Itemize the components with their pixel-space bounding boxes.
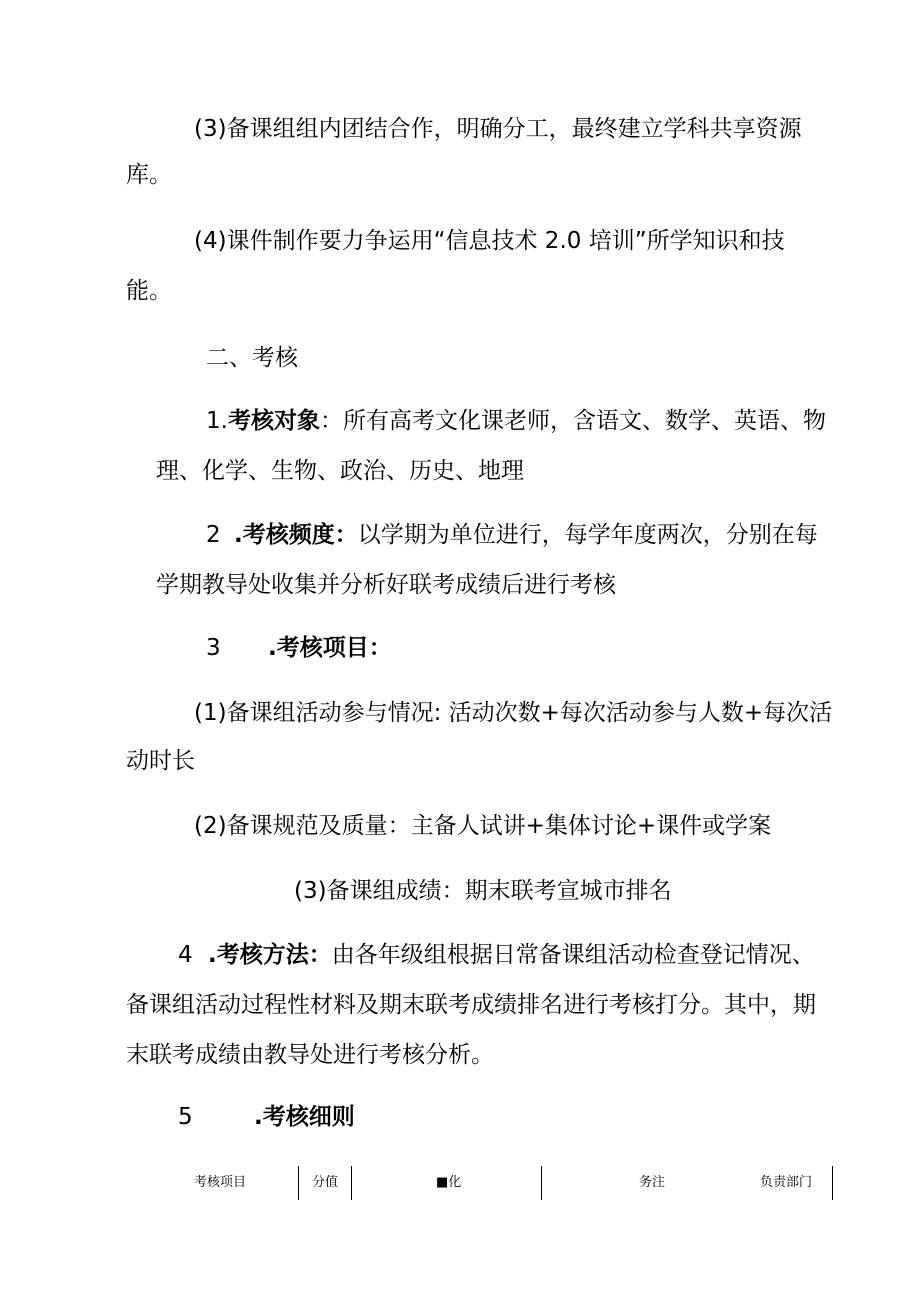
table-header-detail: ■化 bbox=[436, 1175, 462, 1190]
item-4-text: 由各年级组根据日常备课组活动检查登记情况、 bbox=[331, 942, 815, 968]
item-2-text: 以学期为单位进行，每学年度两次，分别在每 bbox=[357, 522, 818, 548]
paragraph-4-line-2: 能。 bbox=[126, 278, 172, 304]
paragraph-3-line-2: 库。 bbox=[126, 162, 172, 188]
detail-table-header bbox=[140, 1166, 840, 1200]
sub-item-2: (2)备课规范及质量：主备人试讲+集体讨论+课件或学案 bbox=[194, 813, 772, 839]
table-divider bbox=[832, 1166, 833, 1200]
sub-item-1-line-1: (1)备课组活动参与情况: 活动次数+每次活动参与人数+每次活 bbox=[194, 700, 833, 726]
table-divider bbox=[541, 1166, 542, 1200]
item-1-text: ：所有高考文化课老师，含语文、数学、英语、物 bbox=[319, 408, 826, 434]
item-4-label: .考核方法： bbox=[207, 942, 332, 968]
item-3-number: 3 bbox=[206, 635, 221, 661]
sub-item-3: (3)备课组成绩：期末联考宣城市排名 bbox=[294, 878, 672, 904]
item-1-line-2: 理、化学、生物、政治、历史、地理 bbox=[156, 458, 524, 484]
item-5-label: .考核细则 bbox=[253, 1104, 355, 1130]
table-header-score: 分值 bbox=[312, 1175, 339, 1190]
table-divider bbox=[351, 1166, 352, 1200]
item-2-line-1 bbox=[206, 520, 818, 550]
item-2-label: .考核频度： bbox=[233, 522, 358, 548]
sub-item-1-line-2: 动时长 bbox=[126, 748, 195, 774]
table-header-department: 负责部门 bbox=[760, 1175, 813, 1190]
section-2-title: 二、考核 bbox=[206, 345, 298, 371]
item-1-number: 1. bbox=[206, 408, 228, 434]
table-header-item: 考核项目 bbox=[194, 1175, 247, 1190]
item-3-label: .考核项目： bbox=[267, 635, 392, 661]
item-5-line bbox=[178, 1102, 355, 1132]
item-4-line-1 bbox=[178, 940, 815, 970]
paragraph-4-line-1: (4)课件制作要力争运用“信息技术 2.0 培训”所学知识和技 bbox=[194, 228, 785, 254]
table-divider bbox=[298, 1166, 299, 1200]
item-4-line-3: 末联考成绩由教导处进行考核分析。 bbox=[126, 1042, 494, 1068]
paragraph-3-line-1: (3)备课组组内团结合作，明确分工，最终建立学科共享资源 bbox=[194, 116, 802, 142]
item-2-line-2: 学期教导处收集并分析好联考成绩后进行考核 bbox=[156, 572, 616, 598]
item-2-number: 2 bbox=[206, 522, 221, 548]
item-1-line-1 bbox=[206, 406, 826, 436]
table-header-remarks: 务注 bbox=[639, 1175, 666, 1190]
item-5-number: 5 bbox=[178, 1104, 193, 1130]
item-4-line-2: 备课组活动过程性材料及期末联考成绩排名进行考核打分。其中，期 bbox=[126, 992, 816, 1018]
item-1-label: 考核对象 bbox=[227, 408, 320, 434]
item-3-line bbox=[206, 633, 392, 663]
item-4-number: 4 bbox=[178, 942, 193, 968]
